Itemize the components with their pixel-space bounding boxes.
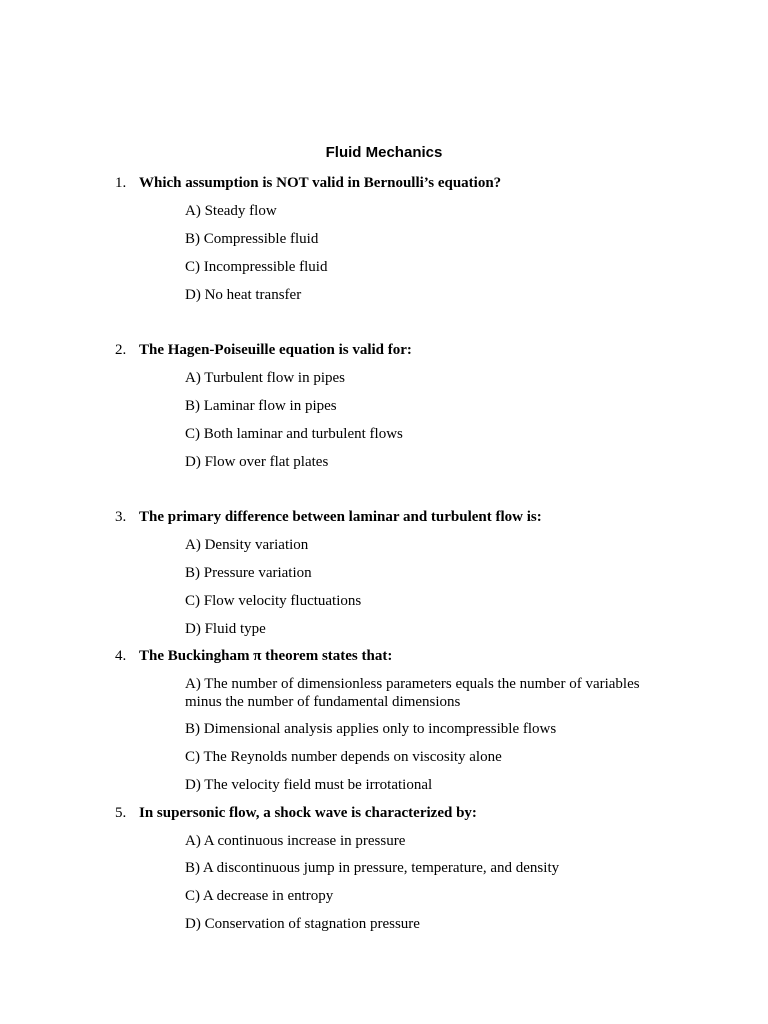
answer-option: C) Both laminar and turbulent flows — [185, 426, 403, 442]
page-title: Fluid Mechanics — [325, 144, 443, 161]
question-text: The Buckingham π theorem states that: — [139, 648, 393, 664]
answer-option: B) Pressure variation — [185, 565, 312, 581]
question-number: 5. — [115, 805, 127, 821]
question-text: In supersonic flow, a shock wave is characterized by: — [139, 805, 477, 821]
question-number: 1. — [115, 175, 127, 191]
answer-option: D) Flow over flat plates — [185, 454, 329, 470]
answer-option: D) Conservation of stagnation pressure — [185, 916, 420, 932]
answer-option: B) Compressible fluid — [185, 231, 319, 247]
answer-option: C) Incompressible fluid — [185, 259, 328, 275]
question-stem — [115, 647, 675, 665]
answer-option: A) Turbulent flow in pipes — [185, 370, 346, 386]
answer-option: C) Flow velocity fluctuations — [185, 593, 362, 609]
answer-option: B) Laminar flow in pipes — [185, 398, 337, 414]
answer-option: A) A continuous increase in pressure — [185, 833, 406, 849]
question-stem — [115, 508, 675, 526]
answer-option: A) Steady flow — [185, 203, 277, 219]
question-stem — [115, 804, 675, 822]
answer-option: D) No heat transfer — [185, 287, 302, 303]
answer-option: C) A decrease in entropy — [185, 888, 334, 904]
question-stem — [115, 174, 675, 192]
answer-option: B) A discontinuous jump in pressure, temperature, and density — [185, 860, 560, 876]
question-text: The primary difference between laminar and turbulent flow is: — [139, 509, 542, 525]
answer-option: A) The number of dimensionless parameters equals the number of variables minus the number of fundamental dimensions — [185, 676, 640, 710]
question-stem — [115, 341, 675, 359]
answer-option: C) The Reynolds number depends on viscosity alone — [185, 749, 502, 765]
question-number: 2. — [115, 342, 127, 358]
question-number: 4. — [115, 648, 127, 664]
question-text: Which assumption is NOT valid in Bernoulli’s equation? — [139, 175, 502, 191]
answer-option: B) Dimensional analysis applies only to incompressible flows — [185, 721, 557, 737]
answer-option: A) Density variation — [185, 537, 309, 553]
answer-option: D) Fluid type — [185, 621, 266, 637]
question-number: 3. — [115, 509, 127, 525]
answer-option: D) The velocity field must be irrotational — [185, 777, 433, 793]
question-text: The Hagen-Poiseuille equation is valid for: — [139, 342, 412, 358]
